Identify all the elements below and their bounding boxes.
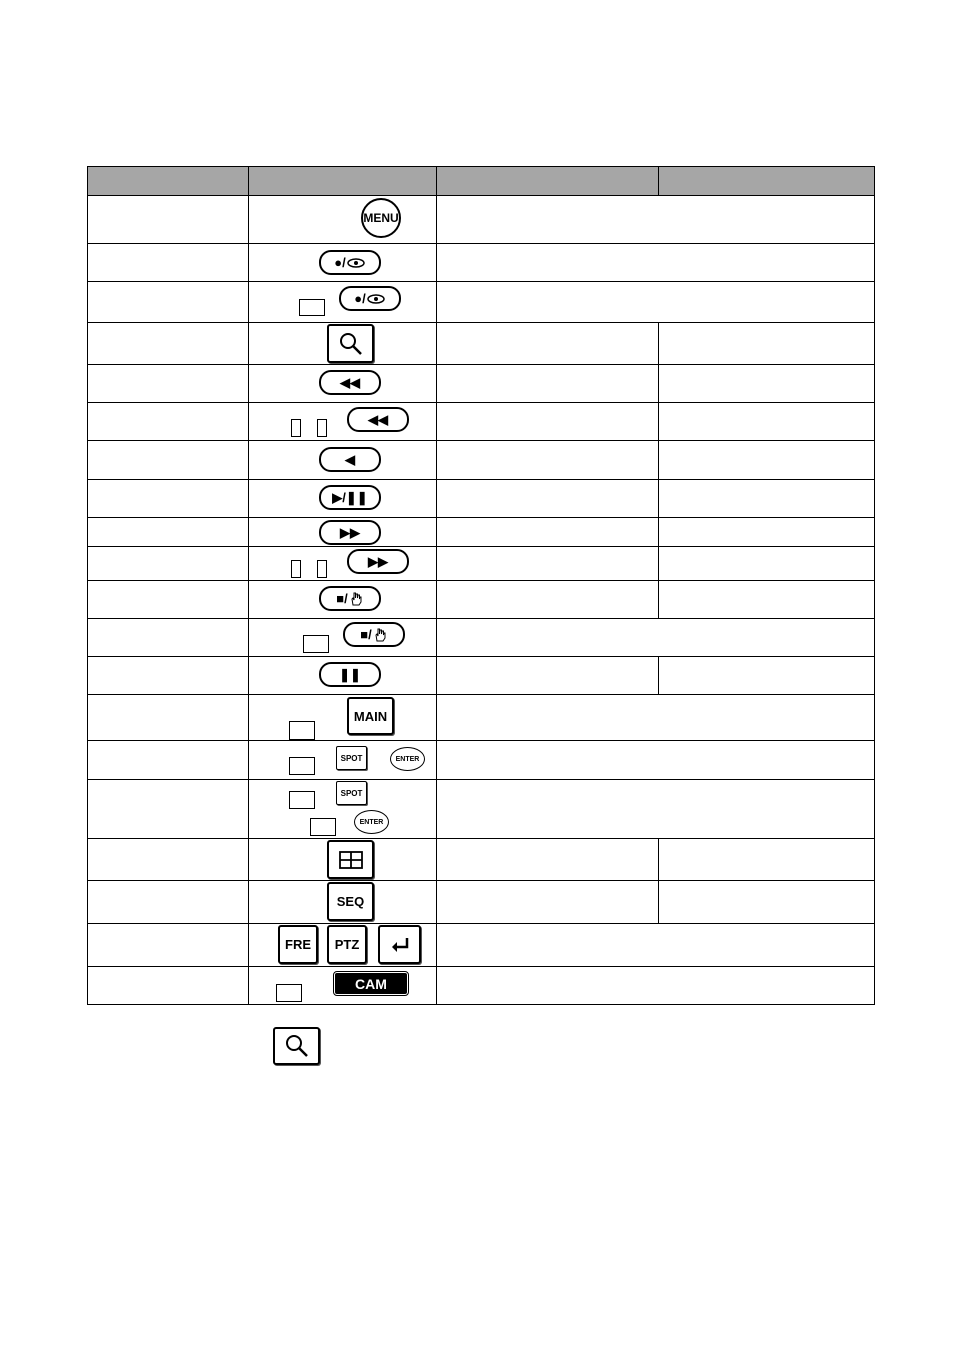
key-cell <box>249 967 437 1005</box>
record-watch-label: ●/ <box>334 255 346 270</box>
key-cell <box>249 695 437 741</box>
key-cell <box>249 881 437 924</box>
enter-button-icon: ENTER <box>354 810 389 834</box>
modifier-key-box <box>299 299 325 316</box>
description-cell <box>437 695 875 741</box>
key-cell <box>249 441 437 480</box>
function-cell <box>87 518 249 547</box>
description-cell <box>437 282 875 323</box>
modifier-key-box <box>317 419 327 437</box>
description-cell <box>437 441 659 480</box>
cam-button-icon: CAM <box>335 973 407 994</box>
modifier-key-box <box>289 791 315 809</box>
hand-icon <box>372 627 388 643</box>
step-back-icon: ◀ <box>319 447 381 472</box>
description-cell <box>659 518 875 547</box>
function-cell <box>87 695 249 741</box>
spot-button-icon: SPOT <box>336 746 367 770</box>
function-cell <box>87 924 249 967</box>
description-cell <box>437 657 659 695</box>
description-cell <box>659 881 875 924</box>
key-cell <box>249 657 437 695</box>
enter-arrow-icon <box>378 925 421 964</box>
table-row <box>87 741 875 780</box>
main-button-icon: MAIN <box>347 697 394 735</box>
description-cell <box>437 619 875 657</box>
description-cell <box>659 323 875 365</box>
description-cell <box>437 403 659 441</box>
fast-forward-icon: ▶▶ <box>319 520 381 545</box>
header-cell <box>87 166 249 196</box>
table-row <box>87 441 875 480</box>
modifier-key-box <box>276 984 302 1002</box>
function-cell <box>87 741 249 780</box>
rewind-icon: ◀◀ <box>319 370 381 395</box>
table-row <box>87 282 875 323</box>
header-cell <box>249 166 437 196</box>
table-row <box>87 924 875 967</box>
stop-ptz-label: ■/ <box>360 627 372 642</box>
description-cell <box>437 244 875 282</box>
description-cell <box>659 365 875 403</box>
key-cell <box>249 323 437 365</box>
description-cell <box>437 323 659 365</box>
description-cell <box>659 581 875 619</box>
function-cell <box>87 619 249 657</box>
description-cell <box>437 780 875 839</box>
function-cell <box>87 780 249 839</box>
key-cell <box>249 196 437 244</box>
function-cell <box>87 323 249 365</box>
play-pause-icon: ▶/❚❚ <box>319 485 381 510</box>
footnote-search-icon <box>273 1027 320 1065</box>
spot-button-icon: SPOT <box>336 781 367 805</box>
function-cell <box>87 881 249 924</box>
table-row <box>87 518 875 547</box>
key-cell <box>249 480 437 518</box>
description-cell <box>659 480 875 518</box>
seq-button-icon: SEQ <box>327 882 374 921</box>
description-cell <box>437 365 659 403</box>
function-cell <box>87 657 249 695</box>
key-cell <box>249 518 437 547</box>
function-cell <box>87 365 249 403</box>
hand-icon <box>348 591 364 607</box>
description-cell <box>659 839 875 881</box>
modifier-key-box <box>291 560 301 578</box>
key-cell <box>249 403 437 441</box>
modifier-key-box <box>303 635 329 653</box>
table-header <box>87 166 875 196</box>
modifier-key-box <box>291 419 301 437</box>
table-row <box>87 619 875 657</box>
function-cell <box>87 403 249 441</box>
table-row <box>87 323 875 365</box>
table-row <box>87 780 875 839</box>
key-cell <box>249 924 437 967</box>
key-cell <box>249 547 437 581</box>
description-cell <box>437 924 875 967</box>
description-cell <box>437 196 875 244</box>
function-cell <box>87 967 249 1005</box>
key-cell <box>249 581 437 619</box>
table-row <box>87 547 875 581</box>
enter-button-icon: ENTER <box>390 747 425 771</box>
modifier-key-box <box>310 818 336 836</box>
description-cell <box>437 480 659 518</box>
table-row <box>87 881 875 924</box>
description-cell <box>659 547 875 581</box>
fast-forward-icon: ▶▶ <box>347 549 409 574</box>
function-cell <box>87 581 249 619</box>
record-watch-button-icon <box>339 286 401 311</box>
menu-button-icon: MENU <box>361 198 401 238</box>
stop-ptz-icon <box>319 586 381 611</box>
stop-ptz-icon <box>343 622 405 647</box>
description-cell <box>437 741 875 780</box>
record-watch-label: ●/ <box>354 291 366 306</box>
table-row <box>87 480 875 518</box>
table-row <box>87 657 875 695</box>
search-icon <box>327 324 374 363</box>
table-row <box>87 196 875 244</box>
key-cell <box>249 365 437 403</box>
eye-icon <box>346 257 366 269</box>
record-watch-button-icon <box>319 250 381 275</box>
function-cell <box>87 244 249 282</box>
key-cell <box>249 244 437 282</box>
function-cell <box>87 441 249 480</box>
description-cell <box>437 967 875 1005</box>
description-cell <box>659 441 875 480</box>
modifier-key-box <box>289 757 315 775</box>
stop-ptz-label: ■/ <box>336 591 348 606</box>
description-cell <box>659 657 875 695</box>
function-cell <box>87 282 249 323</box>
table-row <box>87 695 875 741</box>
key-cell <box>249 619 437 657</box>
function-cell <box>87 480 249 518</box>
description-cell <box>437 881 659 924</box>
fre-button-icon: FRE <box>278 925 318 964</box>
rewind-icon: ◀◀ <box>347 407 409 432</box>
key-cell <box>249 741 437 780</box>
table-row <box>87 967 875 1005</box>
description-cell <box>437 581 659 619</box>
pause-icon: ❚❚ <box>319 662 381 687</box>
eye-icon <box>366 293 386 305</box>
description-cell <box>659 403 875 441</box>
description-cell <box>437 518 659 547</box>
key-cell <box>249 282 437 323</box>
function-cell <box>87 547 249 581</box>
table-row <box>87 839 875 881</box>
modifier-key-box <box>289 721 315 740</box>
modifier-key-box <box>317 560 327 578</box>
function-cell <box>87 196 249 244</box>
header-cell <box>659 166 875 196</box>
key-cell <box>249 780 437 839</box>
ptz-button-icon: PTZ <box>327 925 367 964</box>
function-cell <box>87 839 249 881</box>
header-cell <box>437 166 659 196</box>
key-cell <box>249 839 437 881</box>
table-row <box>87 581 875 619</box>
table-row <box>87 365 875 403</box>
description-cell <box>437 547 659 581</box>
quad-split-icon <box>327 840 374 879</box>
table-row <box>87 403 875 441</box>
description-cell <box>437 839 659 881</box>
table-row <box>87 244 875 282</box>
